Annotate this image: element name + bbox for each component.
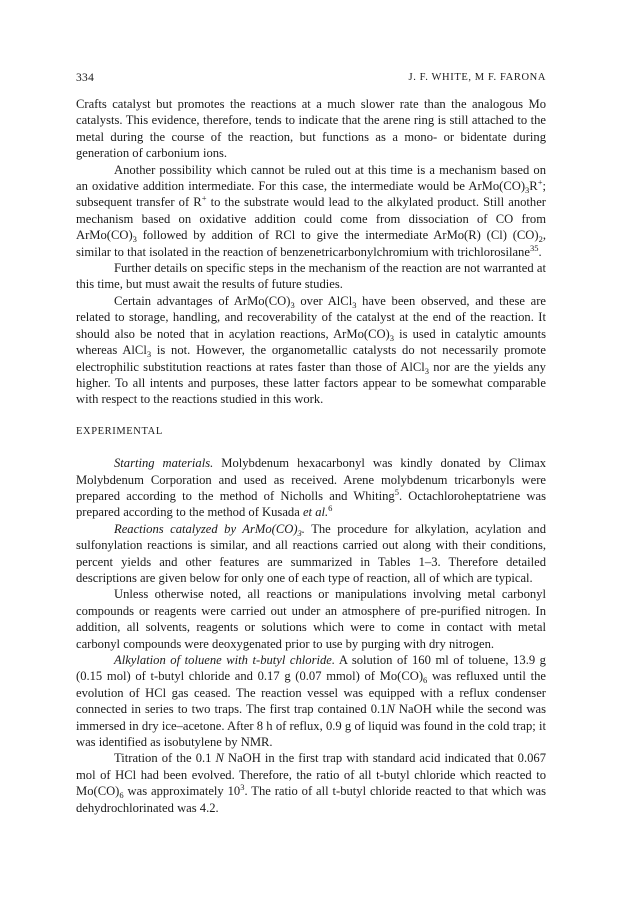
paragraph-nitrogen-atmosphere: Unless otherwise noted, all reactions or manipulations involving metal carbonyl compounds or reagents were carried out under an atmosphere of pre-purified nitrogen. In addition, all solvents, reagents or solutions which were to come in contact with metal carbonyl compounds were deoxygenated prior to use by purging with dry nitrogen.	[76, 587, 546, 651]
running-head: J. F. WHITE, M F. FARONA	[408, 72, 546, 83]
article-body	[76, 96, 546, 816]
page-header	[76, 72, 546, 88]
paragraph-starting-materials: Starting materials. Molybdenum hexacarbonyl was kindly donated by Climax Molybdenum Corporation and used as received. Arene molybdenum tricarbonyls were prepared according to the method of Nicholls and Whiting$^5$. Octachloroheptatriene was prepared according to the method of Kusada et al.$^6$	[76, 456, 547, 520]
paragraph-alkylation-toluene: Alkylation of toluene with t-butyl chloride. A solution of 160 ml of toluene, 13.9 g (0.15 mol) of t-butyl chloride and 0.17 g (0.07 mmol) of $Mo(CO)_6$ was refluxed until the evolution of HCl gas ceased. The reaction vessel was equipped with a reflux condenser connected in series to two traps. The first trap contained 0.1N NaOH while the second was immersed in dry ice–acetone. After 8 h of reflux, 0.9 g of liquid was found in the cold trap; it was identified as isobutylene by NMR.	[76, 653, 546, 750]
paragraph-oxidative-addition: Another possibility which cannot be ruled out at this time is a mechanism based on an oxidative addition intermediate. For this case, the intermediate would be $ArMo(CO)_3R^+$; subsequent transfer of R+ to the substrate would lead to the alkylated product. Still another mechanism based on oxidative addition could come from dissociation of CO from $ArMo(CO)_3$ followed by addition of RCl to give the intermediate ArMo(R) (Cl) $(CO)_2$, similar to that isolated in the reaction of benzenetricarbonylchromium with trichlorosilane$^{35}$.	[76, 162, 547, 259]
paragraph-titration: Titration of the 0.1 N NaOH in the first trap with standard acid indicated that 0.067 mol of HCl had been evolved. Therefore, the ratio of all t-butyl chloride which reacted to $Mo(CO)_6$ was approximately $10^3$. The ratio of all t-butyl chloride reacted to that which was dehydrochlorinated was 4.2.	[76, 751, 546, 815]
paragraph-further-details: Further details on specific steps in the mechanism of the reaction are not warranted at this time, but must await the results of future studies.	[76, 261, 546, 292]
paragraph-carbonium-ions: Crafts catalyst but promotes the reactions at a much slower rate than the analogous Mo catalysts. This evidence, therefore, tends to indicate that the arene ring is still attached to the metal during the course of the reaction, but functions as a mono- or bidentate during generation of carbonium ions.	[76, 97, 546, 161]
paragraph-advantages: Certain advantages of $ArMo(CO)_3$ over AlCl$_3$ have been observed, and these are related to storage, handling, and recoverability of the catalyst at the end of the reaction. It should also be noted that in acylation reactions, $ArMo(CO)_3$ is used in catalytic amounts whereas AlCl$_3$ is not. However, the organometallic catalysts do not necessarily promote electrophilic substitution reactions at rates faster than those of AlCl$_3$ nor are the yields any higher. To all intents and purposes, these latter factors appear to be somewhat comparable with respect to the reactions studied in this work.	[76, 293, 546, 407]
section-heading-experimental: EXPERIMENTAL	[76, 425, 163, 437]
paragraph-reactions-catalyzed: Reactions catalyzed by $ArMo(CO)_3$. The procedure for alkylation, acylation and sulfonylation reactions is similar, and all reactions carried out along with their conditions, percent yields and other features are summarized in Tables 1–3. Therefore detailed descriptions are given below for only one of each type of reaction, all of which are typical.	[76, 521, 546, 585]
page-number: 334	[76, 72, 95, 84]
